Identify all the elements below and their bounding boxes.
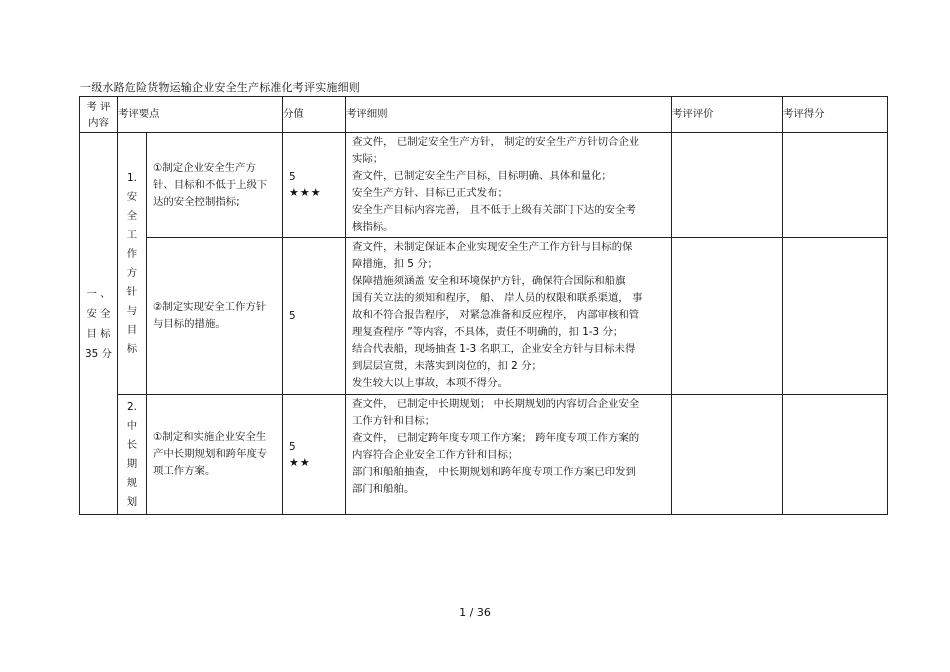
category-line: 安 全 (86, 307, 111, 320)
detail-line: 安全生产目标内容完善， 且不低于上级有关部门下达的安全考 (352, 204, 636, 216)
star-rating: ★★ (289, 455, 311, 469)
detail-line: 国有关立法的须知和程序， 船、 岸人员的权限和联系渠道， 事 (352, 292, 643, 304)
category-line: 目 标 (86, 327, 111, 340)
table-header-row (80, 97, 888, 133)
subcategory-char: 长 (126, 438, 138, 451)
result-cell (783, 395, 888, 515)
score-cell (283, 133, 346, 238)
detail-line: 到层层宣贯，未落实到岗位的，扣 2 分； (352, 360, 542, 372)
detail-line: 查文件， 已制定中长期规划； 中长期规划的内容切合企业安全 (352, 398, 640, 410)
detail-line: 结合代表船，现场抽查 1-3 名职工，企业安全方针与目标未得 (352, 343, 636, 355)
evaluation-cell (672, 133, 783, 238)
point-cell: ②制定实现安全工作方针与目标的措施。 (147, 238, 283, 395)
detail-line: 内容符合企业安全工作方针和目标； (352, 449, 519, 461)
header-content (80, 97, 118, 133)
subcategory-char: 作 (126, 247, 138, 260)
detail-cell (346, 238, 672, 395)
detail-line: 查文件，已制定安全生产目标，目标明确、具体和量化； (352, 170, 612, 182)
header-detail: 考评细则 (346, 97, 672, 133)
category-cell (80, 133, 118, 515)
detail-line: 发生较大以上事故，本项不得分。 (352, 377, 508, 389)
table-row (80, 395, 888, 515)
subcategory-char: 全 (126, 209, 138, 222)
header-evaluation: 考评评价 (672, 97, 783, 133)
detail-line: 查文件，未制定保证本企业实现安全生产工作方针与目标的保 (352, 241, 633, 253)
category-line: 35 分 (85, 347, 112, 360)
evaluation-cell (672, 395, 783, 515)
score-value: 5 (289, 440, 296, 453)
detail-line: 核指标。 (352, 221, 394, 233)
subcategory-char: 期 (126, 457, 138, 470)
subcategory-char: 针 (126, 285, 138, 298)
point-cell: ①制定企业安全生产方针、目标和不低于上级下达的安全控制指标; (147, 133, 283, 238)
detail-line: 理复查程序 ”等内容，不具体，责任不明确的，扣 1-3 分； (352, 326, 624, 338)
detail-line: 障措施，扣 5 分； (352, 258, 438, 270)
table-row (80, 238, 888, 395)
detail-line: 查文件， 已制定安全生产方针， 制定的安全生产方针切合企业 (352, 136, 640, 148)
document-title: 一级水路危险货物运输企业安全生产标准化考评实施细则 (80, 81, 360, 94)
result-cell (783, 238, 888, 395)
score-cell (283, 395, 346, 515)
subcategory-char: 中 (126, 419, 138, 432)
detail-line: 实际； (352, 153, 384, 165)
detail-line: 安全生产方针、目标已正式发布； (352, 187, 508, 199)
header-points: 考评要点 (118, 97, 283, 133)
page-total: 36 (476, 606, 491, 619)
detail-line: 故和不符合报告程序， 对紧急准备和反应程序， 内部审核和管 (352, 309, 640, 321)
subcategory-char: 划 (126, 495, 138, 508)
category-line: 一 、 (86, 287, 111, 300)
detail-cell (346, 395, 672, 515)
subcategory-char: 目 (126, 323, 138, 336)
subcategory-char: 1. (127, 171, 137, 184)
detail-line: 工作方针和目标； (352, 415, 436, 427)
header-content-line2: 内容 (88, 116, 109, 129)
evaluation-table (79, 96, 888, 515)
subcategory-char: 标 (126, 342, 138, 355)
score-value: 5 (289, 310, 296, 322)
subcategory-char: 2. (127, 400, 137, 413)
subcategory-cell-2 (118, 395, 147, 515)
subcategory-char: 工 (126, 228, 138, 241)
evaluation-cell (672, 238, 783, 395)
subcategory-char: 安 (126, 190, 138, 203)
subcategory-char: 规 (126, 476, 138, 489)
detail-line: 部门和船舶。 (352, 483, 415, 495)
header-content-line1: 考 评 (86, 100, 111, 113)
subcategory-cell-1 (118, 133, 147, 395)
star-rating: ★★★ (289, 186, 322, 199)
point-cell: ①制定和实施企业安全生产中长期规划和跨年度专项工作方案。 (147, 395, 283, 515)
score-value: 5 (289, 171, 296, 183)
subcategory-char: 与 (126, 304, 138, 317)
table-row (80, 133, 888, 238)
detail-line: 保障措施须涵盖 安全和环境保护方针，确保符合国际和船旗 (352, 275, 626, 287)
detail-cell (346, 133, 672, 238)
result-cell (783, 133, 888, 238)
page-current: 1 (459, 606, 467, 619)
detail-line: 部门和船舶抽查， 中长期规划和跨年度专项工作方案已印发到 (352, 466, 636, 478)
detail-line: 查文件， 已制定跨年度专项工作方案； 跨年度专项工作方案的 (352, 432, 640, 444)
score-cell (283, 238, 346, 395)
page-number (0, 606, 950, 619)
header-result: 考评得分 (783, 97, 888, 133)
page-separator: / (469, 606, 474, 619)
header-score: 分值 (283, 97, 346, 133)
subcategory-char: 方 (126, 266, 138, 279)
